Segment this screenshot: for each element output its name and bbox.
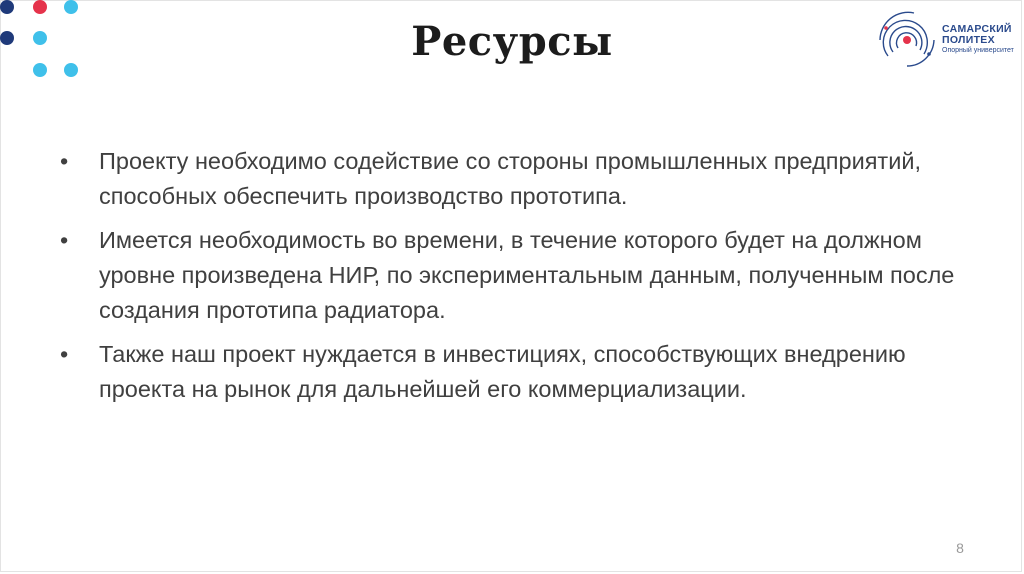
page-number: 8 [956, 540, 964, 556]
bullet-marker: • [60, 227, 69, 253]
bullet-item [60, 144, 960, 214]
dot-cyan-4 [64, 63, 78, 77]
dot-cyan-1 [64, 0, 78, 14]
dot-navy-1 [0, 0, 14, 14]
slide-title: Ресурсы [411, 18, 613, 65]
logo-line-1: САМАРСКИЙ [942, 23, 1012, 35]
bullet-marker: • [60, 341, 69, 367]
logo-line-3: Опорный университет [942, 47, 1014, 54]
bullet-item [60, 337, 960, 407]
bullet-list [60, 144, 960, 416]
logo-line-2: ПОЛИТЕХ [942, 33, 995, 46]
bullet-text: Также наш проект нуждается в инвестициях, способствующих внедрению проекта на рынок для дальнейшей его коммерциализации. [99, 341, 906, 402]
dot-red [33, 0, 47, 14]
bullet-text: Проекту необходимо содействие со стороны промышленных предприятий, способных обеспечить производство прототипа. [99, 148, 921, 209]
bullet-marker: • [60, 148, 69, 174]
bullet-text: Имеется необходимость во времени, в течение которого будет на должном уровне произведена НИР, по экспериментальным данным, полученным после создания прототипа радиатора. [99, 227, 955, 323]
dot-cyan-3 [33, 63, 47, 77]
logo-text [942, 24, 1014, 54]
bullet-item [60, 223, 960, 328]
